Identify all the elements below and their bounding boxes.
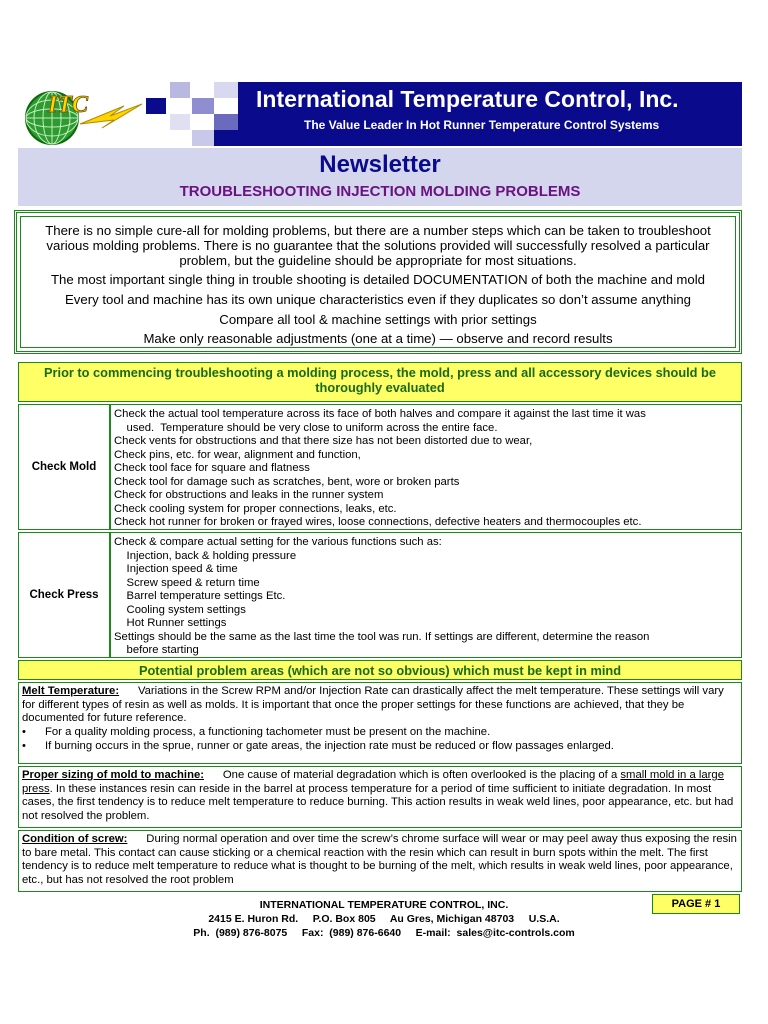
intro-line: Every tool and machine has its own unique characteristics even if they duplicates so don’t assume anything [64,292,692,307]
footer-address: 2415 E. Huron Rd. P.O. Box 805 Au Gres, Michigan 48703 U.S.A. [208,913,560,925]
checklist-header-text: Prior to commencing troubleshooting a molding process, the mold, press and all accessory devices should be thoroughly evaluated [44,365,716,395]
press-check-line: Hot Runner settings [114,617,227,629]
melt-temperature-title: Melt Temperature: [22,685,120,697]
proper-sizing-section [18,766,742,828]
company-name: International Temperature Control, Inc. [256,86,679,112]
melt-temperature-body: Variations in the Screw RPM and/or Injection Rate can drastically affect the melt temperature. These settings will vary for different types of resin as well as molds. It is important that once the proper settings for these functions are achieved, that they be documented for future reference. [22,685,724,724]
intro-line: Make only reasonable adjustments (one at a time) — observe and record results [143,331,613,346]
press-check-line: Barrel temperature settings Etc. [114,590,286,602]
potential-problems-header [18,660,742,680]
press-check-line: Cooling system settings [114,603,246,616]
itc-logo [14,80,154,150]
footer-company: INTERNATIONAL TEMPERATURE CONTROL, INC. [259,899,509,911]
lightning-bolt-icon [80,104,142,128]
intro-line: The most important single thing in trouble shooting is detailed DOCUMENTATION of both the machine and mold [50,272,706,287]
press-check-line: Settings should be the same as the last time the tool was run. If settings are different, determine the reason [114,630,650,643]
proper-sizing-title: Proper sizing of mold to machine: [22,769,205,781]
check-press-content-cell [110,532,742,658]
mold-check-line: used. Temperature should be very close to uniform across the entire face. [114,421,498,434]
newsletter-subtitle: TROUBLESHOOTING INJECTION MOLDING PROBLEMS [179,183,581,200]
mold-check-line: Check tool for damage such as scratches, bent, wore or broken parts [114,475,460,488]
condition-of-screw-title: Condition of screw: [22,833,128,845]
press-check-line: Screw speed & return time [114,576,260,589]
checklist-header [18,362,742,402]
mold-check-line: Check cooling system for proper connections, leaks, etc. [114,502,397,515]
mold-check-line: Check for obstructions and leaks in the runner system [114,489,384,501]
intro-line: Compare all tool & machine settings with prior settings [219,312,537,327]
bullet-icon: • [22,726,26,738]
intro-line: There is no simple cure-all for molding problems, but there are a number steps which can be taken to troubleshoot [45,223,711,238]
title-band [18,148,742,206]
check-press-label-cell [18,532,110,658]
mold-check-line: Check vents for obstructions and that there size has not been distorted due to wear, [114,435,533,447]
check-mold-label-cell [18,404,110,530]
melt-temperature-section [18,682,742,764]
press-check-line: Injection speed & time [114,563,238,575]
globe-logo-icon [14,80,154,150]
intro-line: problem, but the guideline should be appropriate for most situations. [179,253,577,268]
melt-bullet: For a quality molding process, a functioning tachometer must be present on the machine. [45,726,491,738]
proper-sizing-body-cont: . In these instances resin can reside in the barrel at process temperature for a period of time sufficient to initiate degradation. In most cases, the first tendency is to reduce melt temperature to reduce burning. This action results in weak weld lines, poor appearance, etc. but had not resolved the problem. [22,782,734,822]
check-mold-content-cell [110,404,742,530]
page-number-badge: PAGE # 1 [652,894,740,914]
proper-sizing-emphasis: small mold in a large press [22,769,724,795]
check-press-label: Check Press [29,589,99,601]
mold-check-line: Check pins, etc. for wear, alignment and function, [114,448,361,461]
press-check-line: Injection, back & holding pressure [114,549,297,562]
header-mosaic [146,82,238,146]
check-mold-label: Check Mold [31,461,97,473]
melt-bullet: If burning occurs in the sprue, runner or gate areas, the injection rate must be reduced or flow passages enlarged. [45,740,614,752]
mold-check-line: Check hot runner for broken or frayed wires, loose connections, defective heaters and thermocouples etc. [114,516,642,528]
condition-of-screw-section [18,830,742,892]
header-banner [238,82,742,146]
svg-text:ITC: ITC [48,92,89,118]
condition-of-screw-body: During normal operation and over time the screw’s chrome surface will wear or may peel away thus exposing the resin to bare metal. This contact can cause sticking or a chemical reaction with the resin which can result in burn spots within the melt. The first tendency is to reduce melt temperature to reduce what is thought to be burning of the melt, which results in weak weld lines, poor appearance, etc., but has not resolved the root problem [22,833,737,886]
tagline: The Value Leader In Hot Runner Temperature Control Systems [304,118,660,132]
intro-line: various molding problems. There is no guarantee that the solutions provided will successfully resolved a particular [46,238,710,253]
press-check-line: Check & compare actual setting for the various functions such as: [114,536,442,548]
mold-check-line: Check tool face for square and flatness [114,462,310,474]
potential-problems-header-text: Potential problem areas (which are not so obvious) which must be kept in mind [138,663,622,678]
footer-contact: Ph. (989) 876-8075 Fax: (989) 876-6640 E-mail: sales@itc-controls.com [193,927,575,939]
press-check-line: before starting [114,644,199,656]
proper-sizing-body: One cause of material degradation which is often overlooked is the placing of a [222,769,621,781]
newsletter-title: Newsletter [319,151,441,178]
mold-check-line: Check the actual tool temperature across its face of both halves and compare it against the last time it was [114,408,646,420]
intro-box [14,210,742,354]
bullet-icon: • [22,740,26,752]
